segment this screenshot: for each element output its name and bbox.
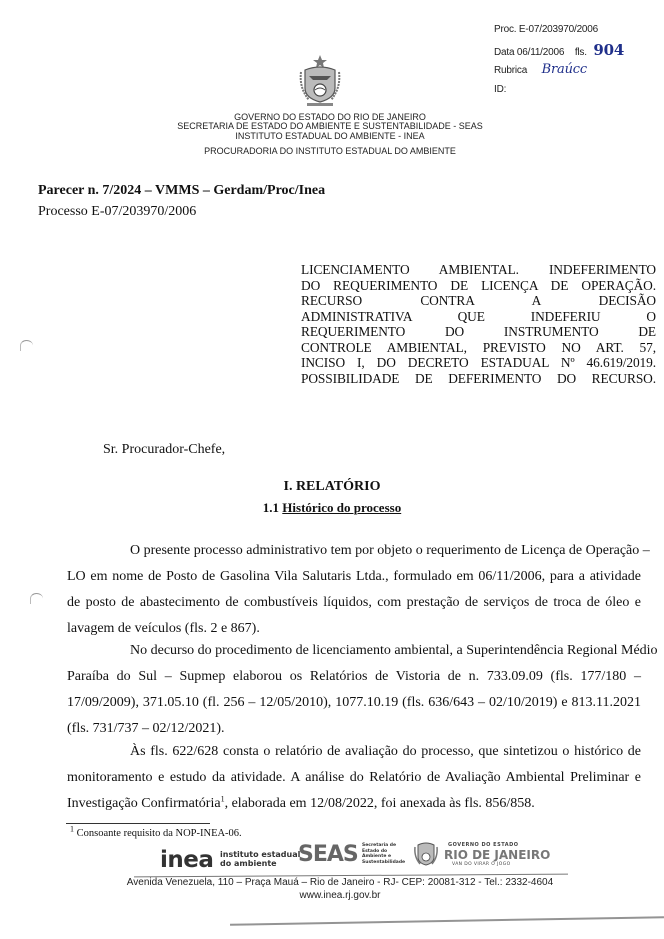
ementa: [301, 262, 656, 386]
ementa-line: RECURSO CONTRA A DECISÃO: [301, 293, 656, 308]
stamp-date: Data 06/11/2006: [494, 47, 565, 58]
footnote: [70, 824, 242, 839]
ementa-line: CONTROLE AMBIENTAL, PREVISTO NO ART. 57,: [301, 339, 656, 355]
seas-subtitle-line: Sustentabilidade: [362, 859, 406, 865]
inea-subtitle-line: instituto estadual: [220, 850, 301, 859]
stamp-id: ID:: [494, 84, 507, 95]
header-procuradoria: PROCURADORIA DO INSTITUTO ESTADUAL DO AMBIENTE: [204, 146, 456, 156]
inea-logo: inea: [160, 847, 214, 873]
rj-logo-main: RIO DE JANEIRO: [444, 848, 551, 862]
footnote-number: 1: [70, 824, 74, 834]
rj-logo-slogan: VAN DO VIRAR O JOGO: [452, 862, 511, 867]
header-government: GOVERNO DO ESTADO DO RIO DE JANEIRO: [234, 112, 426, 122]
stamp-rubrica-row: [494, 60, 624, 80]
stamp-fls-label: fls.: [574, 47, 587, 58]
punch-hole-mark: [30, 593, 43, 604]
seas-logo: SEAS: [298, 842, 358, 867]
parecer-number: Parecer n. 7/2024 – VMMS – Gerdam/Proc/Inea: [38, 183, 326, 198]
paragraph-line: 17/09/2009), 371.05.10 (fl. 256 – 12/05/2010), 1077.10.19 (fls. 636/643 – 02/10/2019) e 813.11.2021: [67, 695, 641, 710]
section-title: I. RELATÓRIO: [283, 479, 381, 494]
paragraph-line: [67, 791, 641, 817]
paragraph-line: de posto de abastecimento de combustíveis líquidos, com prestação de serviços de troca de óleo e: [67, 595, 641, 610]
header-secretariat: SECRETARIA DE ESTADO DO AMBIENTE E SUSTENTABILIDADE - SEAS: [177, 121, 483, 131]
stamp-date-row: [494, 40, 624, 60]
rubrica-signature: Braúcc: [541, 62, 587, 77]
ementa-line: DO REQUERIMENTO DE LICENÇA DE OPERAÇÃO.: [301, 277, 656, 293]
paragraph-line: LO em nome de Posto de Gasolina Vila Salutaris Ltda., formulado em 06/11/2006, para a atividade: [67, 569, 641, 584]
footnote-text: Consoante requisito da NOP-INEA-06.: [76, 828, 242, 839]
paragraph-line: monitoramento e estudo da atividade. A análise do Relatório de Avaliação Ambiental Preliminar e: [67, 770, 641, 785]
footer-website[interactable]: www.inea.rj.gov.br: [299, 890, 381, 901]
paragraph-line: lavagem de veículos (fls. 2 e 867).: [67, 621, 260, 636]
inea-logo-subtitle: [220, 850, 300, 868]
subsection-label: Histórico do processo: [282, 500, 402, 515]
header-institute: INSTITUTO ESTADUAL DO AMBIENTE - INEA: [235, 131, 425, 141]
footnote-divider: [66, 823, 210, 824]
seas-subtitle-line: Secretaria de: [362, 843, 397, 848]
paragraph: [67, 538, 650, 642]
subsection-number: 1.1: [262, 500, 280, 515]
rj-logo-top: GOVERNO DO ESTADO: [448, 842, 519, 848]
punch-hole-mark: [20, 340, 33, 351]
scan-edge-line: [230, 916, 664, 926]
footer-address: Avenida Venezuela, 110 – Praça Mauá – Rio de Janeiro - RJ- CEP: 20081-312 - Tel.: 2332-4604: [126, 877, 554, 888]
ementa-line: LICENCIAMENTO AMBIENTAL. INDEFERIMENTO: [301, 262, 656, 277]
paragraph: [67, 739, 641, 817]
paragraph-line: Às fls. 622/628 consta o relatório de avaliação do processo, que sintetizou o histórico de: [130, 744, 641, 759]
protocol-stamp: [494, 20, 624, 100]
salutation: Sr. Procurador-Chefe,: [103, 442, 226, 457]
ementa-line: REQUERIMENTO DO INSTRUMENTO DE: [301, 324, 656, 339]
seas-subtitle-line: Estado do: [362, 848, 388, 854]
paragraph-line: O presente processo administrativo tem por objeto o requerimento de Licença de Operação –: [130, 543, 650, 558]
seas-subtitle-line: Ambiente e: [362, 854, 392, 859]
paragraph-line: Paraíba do Sul – Supmep elaborou os Relatórios de Vistoria de n. 733.09.09 (fls. 177/180 –: [67, 669, 641, 684]
inea-subtitle-line: do ambiente: [220, 859, 277, 868]
ementa-line: ADMINISTRATIVA QUE INDEFERIU O: [301, 308, 656, 324]
ementa-line: INCISO I, DO DECRETO ESTADUAL Nº 46.619/2019.: [301, 355, 656, 370]
stamp-proc: Proc. E-07/203970/2006: [494, 24, 599, 35]
state-crest-icon: [297, 54, 343, 108]
paragraph: [67, 638, 658, 742]
footnote-reference[interactable]: 1: [220, 794, 225, 804]
stamp-fls-number: 904: [593, 41, 625, 59]
ementa-line: POSSIBILIDADE DE DEFERIMENTO DO RECURSO.: [301, 370, 656, 386]
rj-crest-icon: [413, 839, 439, 867]
stamp-rubrica-label: Rubrica: [494, 65, 528, 76]
paragraph-text: , elaborada em 12/08/2022, foi anexada às fls. 856/858.: [224, 796, 535, 811]
processo-number: Processo E-07/203970/2006: [38, 204, 197, 219]
paragraph-line: (fls. 731/737 – 02/12/2021).: [67, 721, 225, 736]
seas-logo-subtitle: [362, 843, 405, 865]
subsection-title: [0, 500, 664, 516]
paragraph-text: Investigação Confirmatória: [67, 796, 221, 811]
paragraph-line: No decurso do procedimento de licenciamento ambiental, a Superintendência Regional Médio: [130, 643, 658, 658]
